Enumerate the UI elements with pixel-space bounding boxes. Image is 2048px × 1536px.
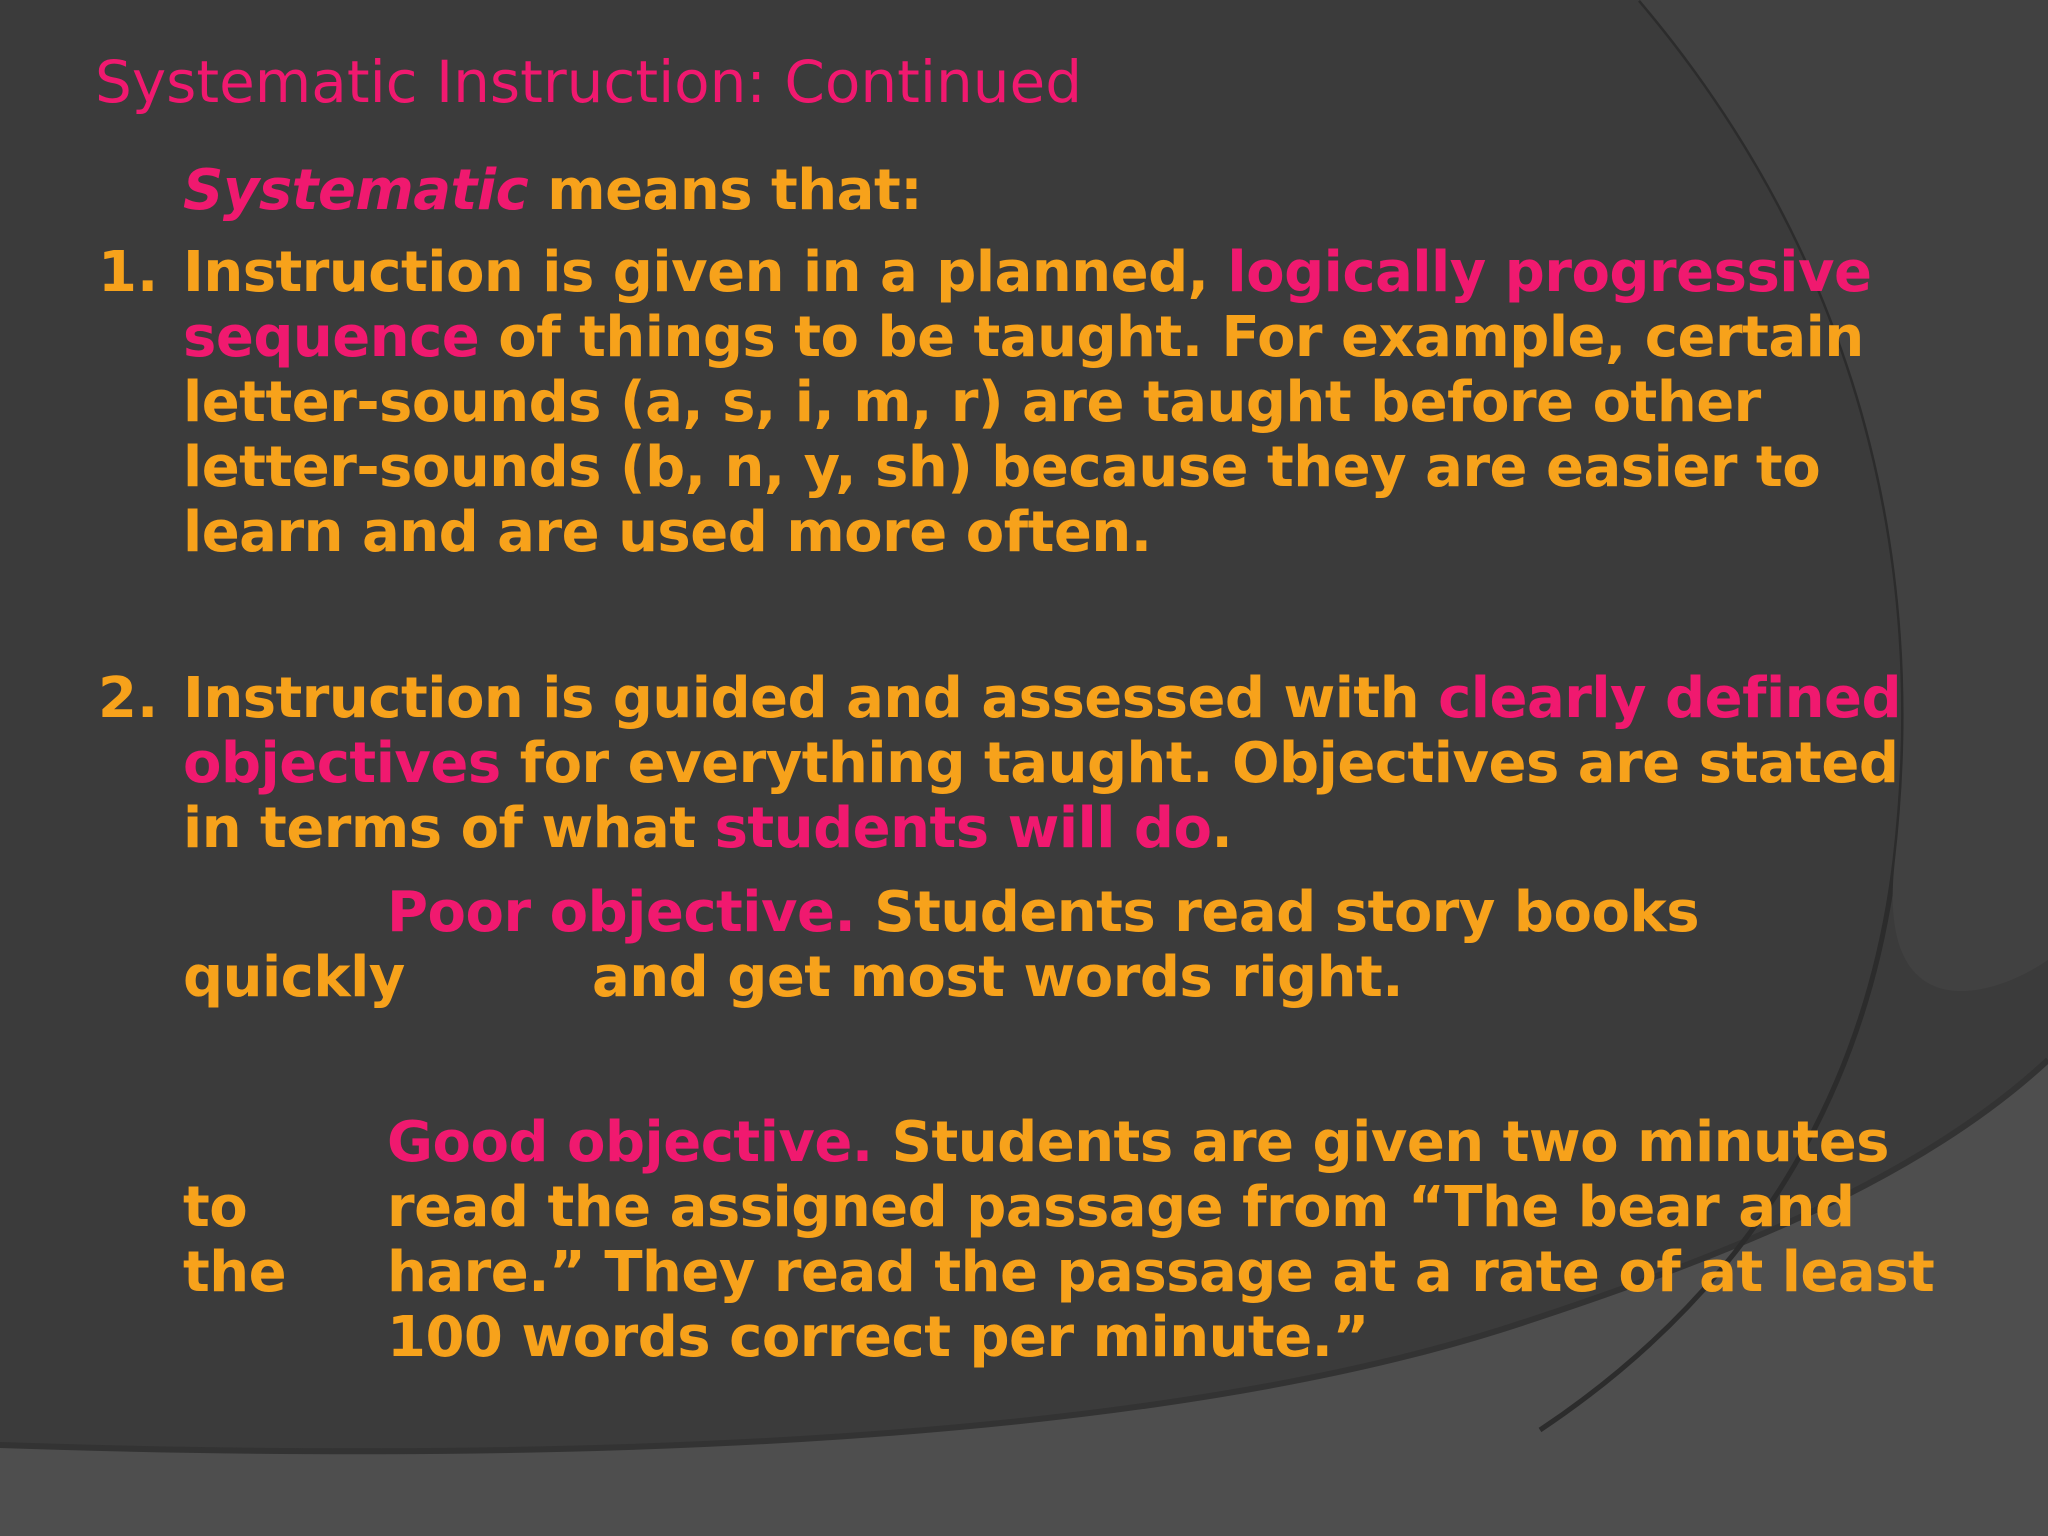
poor-objective-line-2-b: and get most words right.: [592, 945, 1404, 1010]
item-1-line-1-text: Instruction is given in a planned,: [183, 240, 1228, 305]
item-1-highlight-2: sequence: [183, 305, 480, 370]
item-2-highlight-1: clearly defined: [1438, 666, 1902, 731]
item-2-line-2: [183, 731, 1898, 796]
item-1-line-1: [183, 240, 1871, 305]
intro-line: [183, 158, 922, 223]
good-objective-text-1: Students are given two minutes: [872, 1110, 1889, 1175]
good-objective-line-3-b: hare.” They read the passage at a rate of at least: [387, 1240, 1935, 1305]
good-objective-line-1: [387, 1110, 1889, 1175]
poor-objective-line-2-a: quickly: [183, 945, 405, 1010]
poor-objective-line-1: [387, 880, 1699, 945]
item-2-line-1-text: Instruction is guided and assessed with: [183, 666, 1439, 731]
good-objective-line-2-b: read the assigned passage from “The bear and: [387, 1175, 1855, 1240]
item-1-highlight-1: logically progressive: [1227, 240, 1872, 305]
item-1-line-2-text: of things to be taught. For example, certain: [479, 305, 1864, 370]
good-objective-line-4: 100 words correct per minute.”: [387, 1305, 1369, 1370]
item-2-line-3-end: .: [1211, 796, 1233, 861]
slide-title: Systematic Instruction: Continued: [95, 48, 1083, 116]
good-objective-line-3-a: the: [183, 1240, 287, 1305]
item-2-highlight-3: students will do: [714, 796, 1212, 861]
item-2-line-3-text: in terms of what: [183, 796, 715, 861]
item-2-highlight-2: objectives: [183, 731, 501, 796]
item-1-line-3: letter-sounds (a, s, i, m, r) are taught before other: [183, 370, 1761, 435]
poor-objective-label: Poor objective.: [387, 880, 856, 945]
systematic-term: Systematic: [183, 158, 529, 223]
good-objective-label: Good objective.: [387, 1110, 873, 1175]
item-2-line-2-text: for everything taught. Objectives are stated: [500, 731, 1899, 796]
intro-rest: means that:: [528, 158, 923, 223]
poor-objective-text-1: Students read story books: [855, 880, 1700, 945]
item-1-line-5: learn and are used more often.: [183, 500, 1152, 565]
item-2-line-1: [183, 666, 1901, 731]
item-2-number: 2.: [98, 666, 159, 731]
item-1-line-4: letter-sounds (b, n, y, sh) because they are easier to: [183, 435, 1821, 500]
item-1-number: 1.: [98, 240, 159, 305]
good-objective-line-2-a: to: [183, 1175, 248, 1240]
item-1-line-2: [183, 305, 1864, 370]
item-2-line-3: [183, 796, 1232, 861]
